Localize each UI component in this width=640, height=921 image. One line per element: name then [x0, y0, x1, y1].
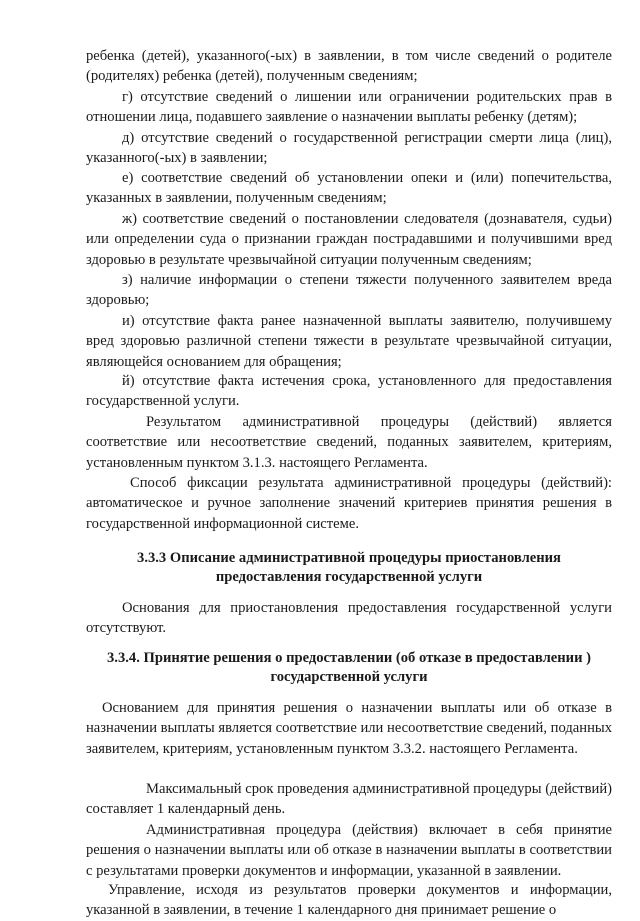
paragraph-basis: Основанием для принятия решения о назначении выплаты или об отказе в назначении выплаты является соответствие или несоответствие сведений, поданных заявителем, критериям, установленным пунктом 3.3.2. настоящего Регламента. — [86, 700, 612, 757]
paragraph-item-e: е) соответствие сведений об установлении опеки и (или) попечительства, указанных в заявлении, полученным сведениям; — [86, 170, 612, 207]
paragraph-item-zh: ж) соответствие сведений о постановлении следователя (дознавателя, судьи) или определении суда о признании граждан пострадавшими и получившими вред здоровью в результате чрезвычайной ситуации полученным сведениям; — [86, 211, 612, 268]
paragraph-procedure: Административная процедура (действия) включает в себя принятие решения о назначении выплаты или об отказе в назначении выплаты в соответствии с результатами проверки документов и информации, указанной в заявлении. — [86, 822, 612, 879]
paragraph-continuation: ребенка (детей), указанного(-ых) в заявлении, в том числе сведений о родителе (родителях) ребенка (детей), полученным сведениям; — [86, 48, 612, 85]
paragraph-fixation: Способ фиксации результата административной процедуры (действий): автоматическое и ручное заполнение значений критериев принятия решения в государственной информационной системе. — [86, 475, 612, 532]
paragraph-item-d: д) отсутствие сведений о государственной регистрации смерти лица (лиц), указанного(-ых) в заявлении; — [86, 130, 612, 167]
paragraph-management: Управление, исходя из результатов проверки документов и информации, указанной в заявлении, в течение 1 календарного дня принимает решение о — [86, 882, 612, 919]
paragraph-item-z: з) наличие информации о степени тяжести полученного заявителем вреда здоровью; — [86, 272, 612, 309]
paragraph-suspension: Основания для приостановления предоставления государственной услуги отсутствуют. — [86, 600, 612, 637]
paragraph-item-g: г) отсутствие сведений о лишении или ограничении родительских прав в отношении лица, подавшего заявление о назначении выплаты ребенку (детям); — [86, 89, 612, 126]
paragraph-result: Результатом административной процедуры (действий) является соответствие или несоответствие сведений, поданных заявителем, критериям, установленным пунктом 3.1.3. настоящего Регламента. — [86, 414, 612, 471]
section-heading-3-3-3: 3.3.3 Описание административной процедуры приостановления предоставления государственной услуги — [137, 550, 561, 585]
paragraph-item-i: и) отсутствие факта ранее назначенной выплаты заявителю, получившему вред здоровью различной степени тяжести в результате чрезвычайной ситуации, являющейся основанием для обращения; — [86, 313, 612, 370]
paragraph-item-y: й) отсутствие факта истечения срока, установленного для предоставления государственной услуги. — [86, 373, 612, 410]
paragraph-max-term: Максимальный срок проведения административной процедуры (действий) составляет 1 календарный день. — [86, 781, 612, 818]
section-heading-3-3-4: 3.3.4. Принятие решения о предоставлении (об отказе в предоставлении ) государственной услуги — [107, 650, 591, 685]
